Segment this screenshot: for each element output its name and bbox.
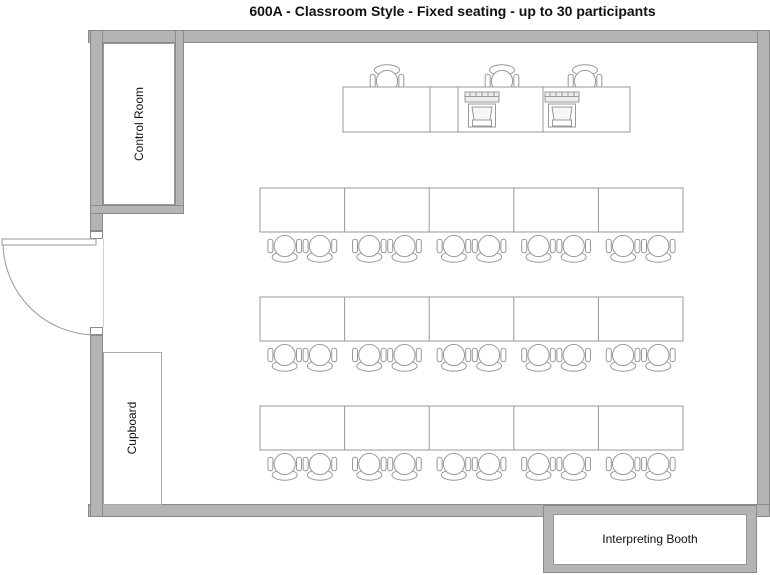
chair-icon bbox=[606, 344, 640, 371]
door-leaf bbox=[2, 239, 96, 245]
chair-icon bbox=[437, 344, 471, 371]
participant-table-row bbox=[260, 188, 683, 232]
chair-icon bbox=[388, 235, 422, 262]
computer-icon bbox=[545, 92, 579, 127]
chair-icon bbox=[642, 344, 676, 371]
chair-icon bbox=[522, 453, 556, 480]
chair-icon bbox=[437, 453, 471, 480]
chair-icon bbox=[268, 453, 302, 480]
chair-icon bbox=[606, 453, 640, 480]
chair-icon bbox=[642, 453, 676, 480]
interpreting-booth-label: Interpreting Booth bbox=[602, 532, 698, 546]
chair-icon bbox=[557, 344, 591, 371]
chair-icon bbox=[472, 344, 506, 371]
chair-icon bbox=[522, 344, 556, 371]
chair-icon bbox=[303, 344, 337, 371]
chair-icon bbox=[642, 235, 676, 262]
chair-icon bbox=[303, 235, 337, 262]
participant-table-row bbox=[260, 297, 683, 341]
chair-icon bbox=[472, 235, 506, 262]
cupboard-label: Cupboard bbox=[125, 401, 139, 455]
page-title: 600A - Classroom Style - Fixed seating - up to 30 participants bbox=[249, 3, 656, 19]
entrance-door bbox=[2, 239, 104, 335]
chair-icon bbox=[388, 453, 422, 480]
chair-icon bbox=[606, 235, 640, 262]
chair-icon bbox=[268, 344, 302, 371]
chair-icon bbox=[472, 453, 506, 480]
chair-icon bbox=[268, 235, 302, 262]
chair-icon bbox=[353, 344, 387, 371]
chair-icon bbox=[557, 453, 591, 480]
chair-icon bbox=[557, 235, 591, 262]
control-room-label: Control Room bbox=[132, 86, 146, 162]
chair-icon bbox=[388, 344, 422, 371]
door-swing-arc bbox=[3, 242, 96, 335]
chair-icon bbox=[522, 235, 556, 262]
participant-table-row bbox=[260, 406, 683, 450]
chair-icon bbox=[303, 453, 337, 480]
computer-icon bbox=[465, 92, 499, 127]
chair-icon bbox=[353, 235, 387, 262]
chair-icon bbox=[437, 235, 471, 262]
chair-icon bbox=[353, 453, 387, 480]
